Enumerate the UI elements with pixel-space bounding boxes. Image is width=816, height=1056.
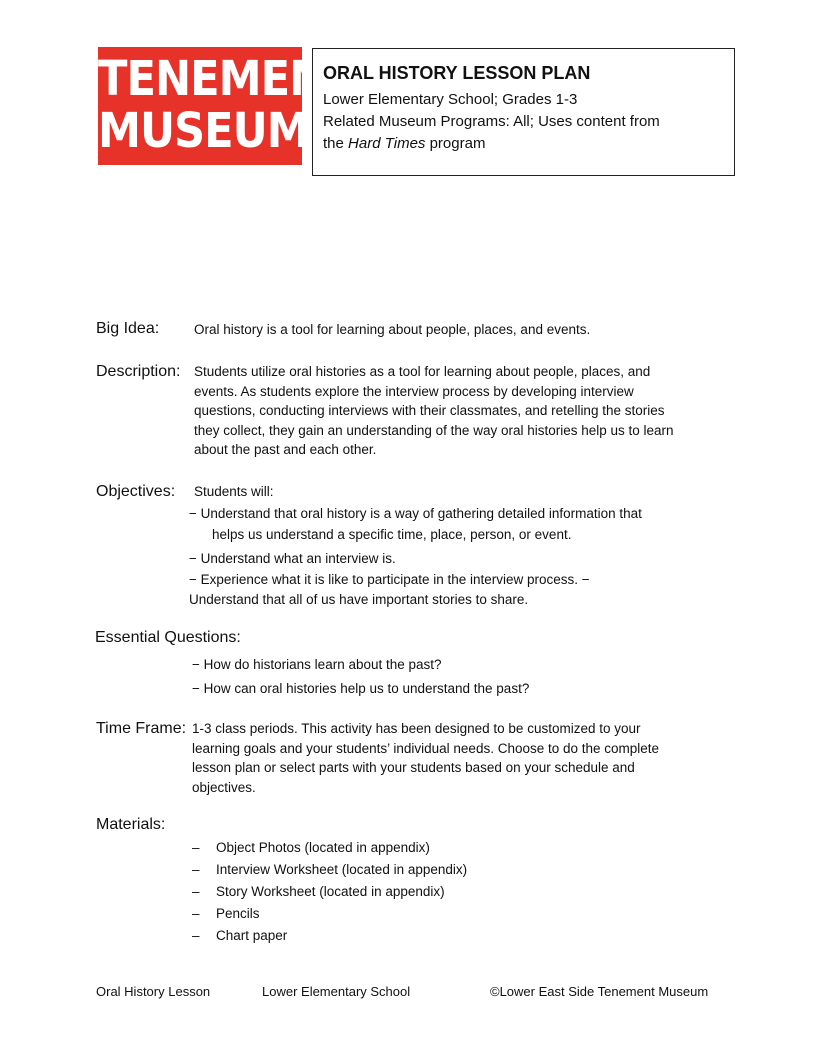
related-programs-the: the bbox=[323, 135, 349, 152]
footer-right: ©Lower East Side Tenement Museum bbox=[490, 984, 709, 999]
essential-question: − How do historians learn about the past? bbox=[192, 657, 442, 672]
objectives-label: Objectives: bbox=[96, 483, 176, 500]
description-line: about the past and each other. bbox=[194, 442, 377, 458]
related-programs bbox=[323, 111, 724, 155]
objectives-intro: Students will: bbox=[194, 484, 274, 499]
time-frame-label: Time Frame: bbox=[96, 720, 187, 737]
time-frame-text bbox=[192, 719, 659, 797]
logo-line-2: MUSEUM bbox=[98, 103, 309, 159]
objective-item-1-line-1: − Understand that oral history is a way of gathering detailed information that bbox=[189, 506, 642, 521]
material-item: Interview Worksheet (located in appendix) bbox=[216, 862, 468, 877]
material-bullet: – bbox=[192, 928, 200, 943]
objective-item-1-line-2: helps us understand a specific time, place, person, or event. bbox=[212, 526, 572, 542]
related-programs-suffix: program bbox=[425, 135, 486, 152]
material-item: Story Worksheet (located in appendix) bbox=[216, 884, 445, 899]
material-bullet: – bbox=[192, 906, 200, 921]
footer-left: Oral History Lesson bbox=[96, 984, 211, 999]
big-idea-text: Oral history is a tool for learning about people, places, and events. bbox=[194, 322, 591, 337]
related-programs-text: Related Museum Programs: All; Uses content from bbox=[323, 113, 660, 130]
description-line: Students utilize oral histories as a tool for learning about people, places, and bbox=[194, 364, 651, 379]
material-item: Chart paper bbox=[216, 928, 288, 943]
time-frame-line: learning goals and your students’ individual needs. Choose to do the complete bbox=[192, 740, 660, 756]
material-item: Pencils bbox=[216, 906, 260, 921]
grade-level: Lower Elementary School; Grades 1-3 bbox=[323, 91, 578, 108]
objective-item-2: − Understand what an interview is. bbox=[189, 551, 396, 566]
description-line: events. As students explore the interview process by developing interview bbox=[194, 383, 634, 399]
logo-line-1: TENEMENT bbox=[98, 51, 353, 107]
essential-question: − How can oral histories help us to understand the past? bbox=[192, 681, 530, 696]
material-bullet: – bbox=[192, 840, 200, 855]
material-item: Object Photos (located in appendix) bbox=[216, 840, 430, 855]
material-bullet: – bbox=[192, 862, 200, 877]
lesson-title: ORAL HISTORY LESSON PLAN bbox=[323, 63, 591, 83]
objective-item-3-line-1: − Experience what it is like to participate in the interview process. − bbox=[189, 572, 590, 587]
material-bullet: – bbox=[192, 884, 200, 899]
objective-item-1 bbox=[189, 504, 642, 544]
big-idea-label: Big Idea: bbox=[96, 320, 160, 337]
footer-center: Lower Elementary School bbox=[262, 984, 411, 999]
time-frame-line: lesson plan or select parts with your students based on your schedule and bbox=[192, 760, 635, 776]
time-frame-line: objectives. bbox=[192, 779, 256, 795]
materials-label: Materials: bbox=[96, 816, 166, 833]
description-text bbox=[194, 362, 674, 460]
description-line: questions, conducting interviews with their classmates, and retelling the stories bbox=[194, 403, 665, 419]
lesson-title-box bbox=[312, 48, 735, 176]
essential-questions-label: Essential Questions: bbox=[95, 629, 241, 646]
description-line: they collect, they gain an understanding of the way oral histories help us to learn bbox=[194, 422, 674, 438]
time-frame-line: 1-3 class periods. This activity has been designed to be customized to your bbox=[192, 721, 641, 736]
objective-item-3-line-2: Understand that all of us have important stories to share. bbox=[189, 591, 529, 607]
description-label: Description: bbox=[96, 363, 181, 380]
program-name: Hard Times bbox=[348, 135, 426, 152]
objective-item-3 bbox=[189, 570, 590, 609]
